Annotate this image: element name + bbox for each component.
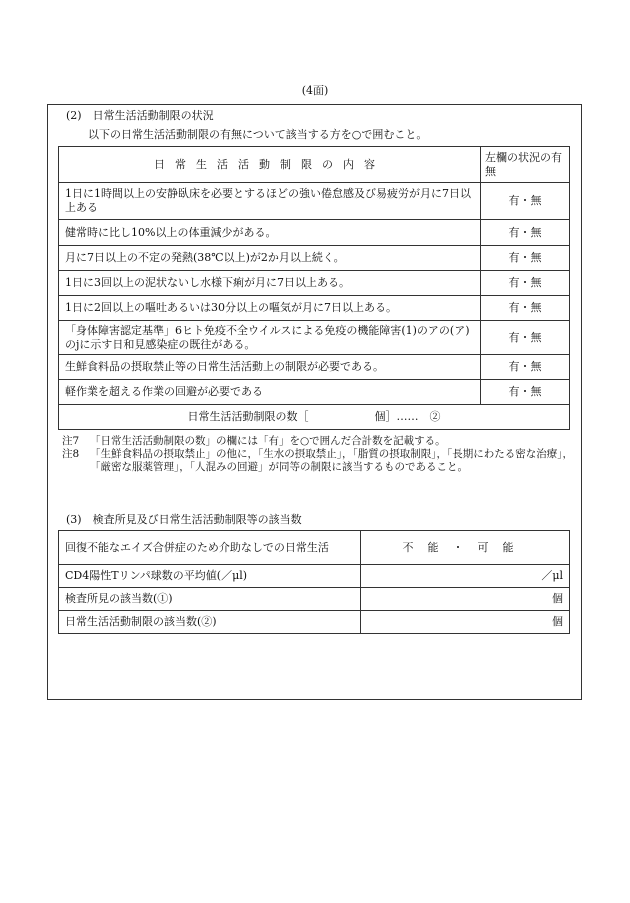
- table-row: [59, 380, 570, 405]
- section2-heading: (2) 日常生活活動制限の状況: [66, 109, 214, 122]
- table-row: [59, 183, 570, 220]
- row-content: 軽作業を超える作業の回避が必要である: [59, 380, 481, 405]
- table-row: [59, 588, 570, 611]
- row-status[interactable]: 有・無: [481, 355, 570, 380]
- note-label: 注7: [62, 435, 80, 447]
- row-status[interactable]: 有・無: [481, 321, 570, 355]
- ability-select[interactable]: 不能・可能: [361, 531, 570, 565]
- row-content: 月に7日以上の不定の発熱(38℃以上)が2か月以上続く。: [59, 246, 481, 271]
- table-row: [59, 565, 570, 588]
- row-label: 検査所見の該当数(①): [59, 588, 361, 611]
- row-status[interactable]: 有・無: [481, 296, 570, 321]
- page-number: (4面): [301, 84, 329, 97]
- table-row: [59, 220, 570, 246]
- findings-count-table: [58, 530, 570, 634]
- notes: [62, 435, 582, 474]
- row-content: 「身体障害認定基準」6ヒト免疫不全ウイルスによる免疫の機能障害(1)のアの(ア)のjに示す日和見感染症の既往がある。: [59, 321, 481, 355]
- section3-heading: (3) 検査所見及び日常生活活動制限等の該当数: [66, 513, 302, 526]
- row-content: 1日に3回以上の泥状ないし水様下痢が月に7日以上ある。: [59, 271, 481, 296]
- header-status: 左欄の状況の有無: [481, 147, 570, 183]
- note-text: 「生鮮食料品の摂取禁止」の他に，「生水の摂取禁止」，「脂質の摂取制限」，「長期にわたる密な治療」，「厳密な服薬管理」，「人混みの回避」が同等の制限に該当するものであること。: [90, 448, 573, 473]
- row-status[interactable]: 有・無: [481, 220, 570, 246]
- note-label: 注8: [62, 448, 80, 460]
- row-label: 回復不能なエイズ合併症のため介助なしでの日常生活: [59, 531, 361, 565]
- daily-activity-restriction-table: [58, 146, 570, 430]
- table-row: [59, 611, 570, 634]
- section2-intro: 以下の日常生活活動制限の有無について該当する方を○で囲むこと。: [88, 128, 428, 141]
- row-label: 日常生活活動制限の該当数(②): [59, 611, 361, 634]
- findings-count-field[interactable]: 個: [361, 588, 570, 611]
- table-row: [59, 271, 570, 296]
- row-label: CD4陽性Tリンパ球数の平均値(／μl): [59, 565, 361, 588]
- row-content: 生鮮食料品の摂取禁止等の日常生活活動上の制限が必要である。: [59, 355, 481, 380]
- table-row: [59, 321, 570, 355]
- note-text: 「日常生活活動制限の数」の欄には「有」を○で囲んだ合計数を記載する。: [90, 435, 446, 447]
- restriction-count-field[interactable]: 個: [361, 611, 570, 634]
- table-row: [59, 246, 570, 271]
- header-content: 日常生活活動制限の内容: [59, 147, 481, 183]
- cd4-count-field[interactable]: ／μl: [361, 565, 570, 588]
- row-status[interactable]: 有・無: [481, 380, 570, 405]
- table-row: [59, 296, 570, 321]
- table-total-row: [59, 405, 570, 430]
- restriction-count-total[interactable]: 日常生活活動制限の数［ 個］…… ②: [59, 405, 570, 430]
- table-row: [59, 531, 570, 565]
- note-8: [62, 448, 582, 474]
- row-content: 1日に1時間以上の安静臥床を必要とするほどの強い倦怠感及び易疲労が月に7日以上ある: [59, 183, 481, 220]
- note-7: [62, 435, 582, 448]
- row-content: 健常時に比し10%以上の体重減少がある。: [59, 220, 481, 246]
- row-status[interactable]: 有・無: [481, 271, 570, 296]
- row-status[interactable]: 有・無: [481, 183, 570, 220]
- row-content: 1日に2回以上の嘔吐あるいは30分以上の嘔気が月に7日以上ある。: [59, 296, 481, 321]
- row-status[interactable]: 有・無: [481, 246, 570, 271]
- table-header-row: [59, 147, 570, 183]
- table-row: [59, 355, 570, 380]
